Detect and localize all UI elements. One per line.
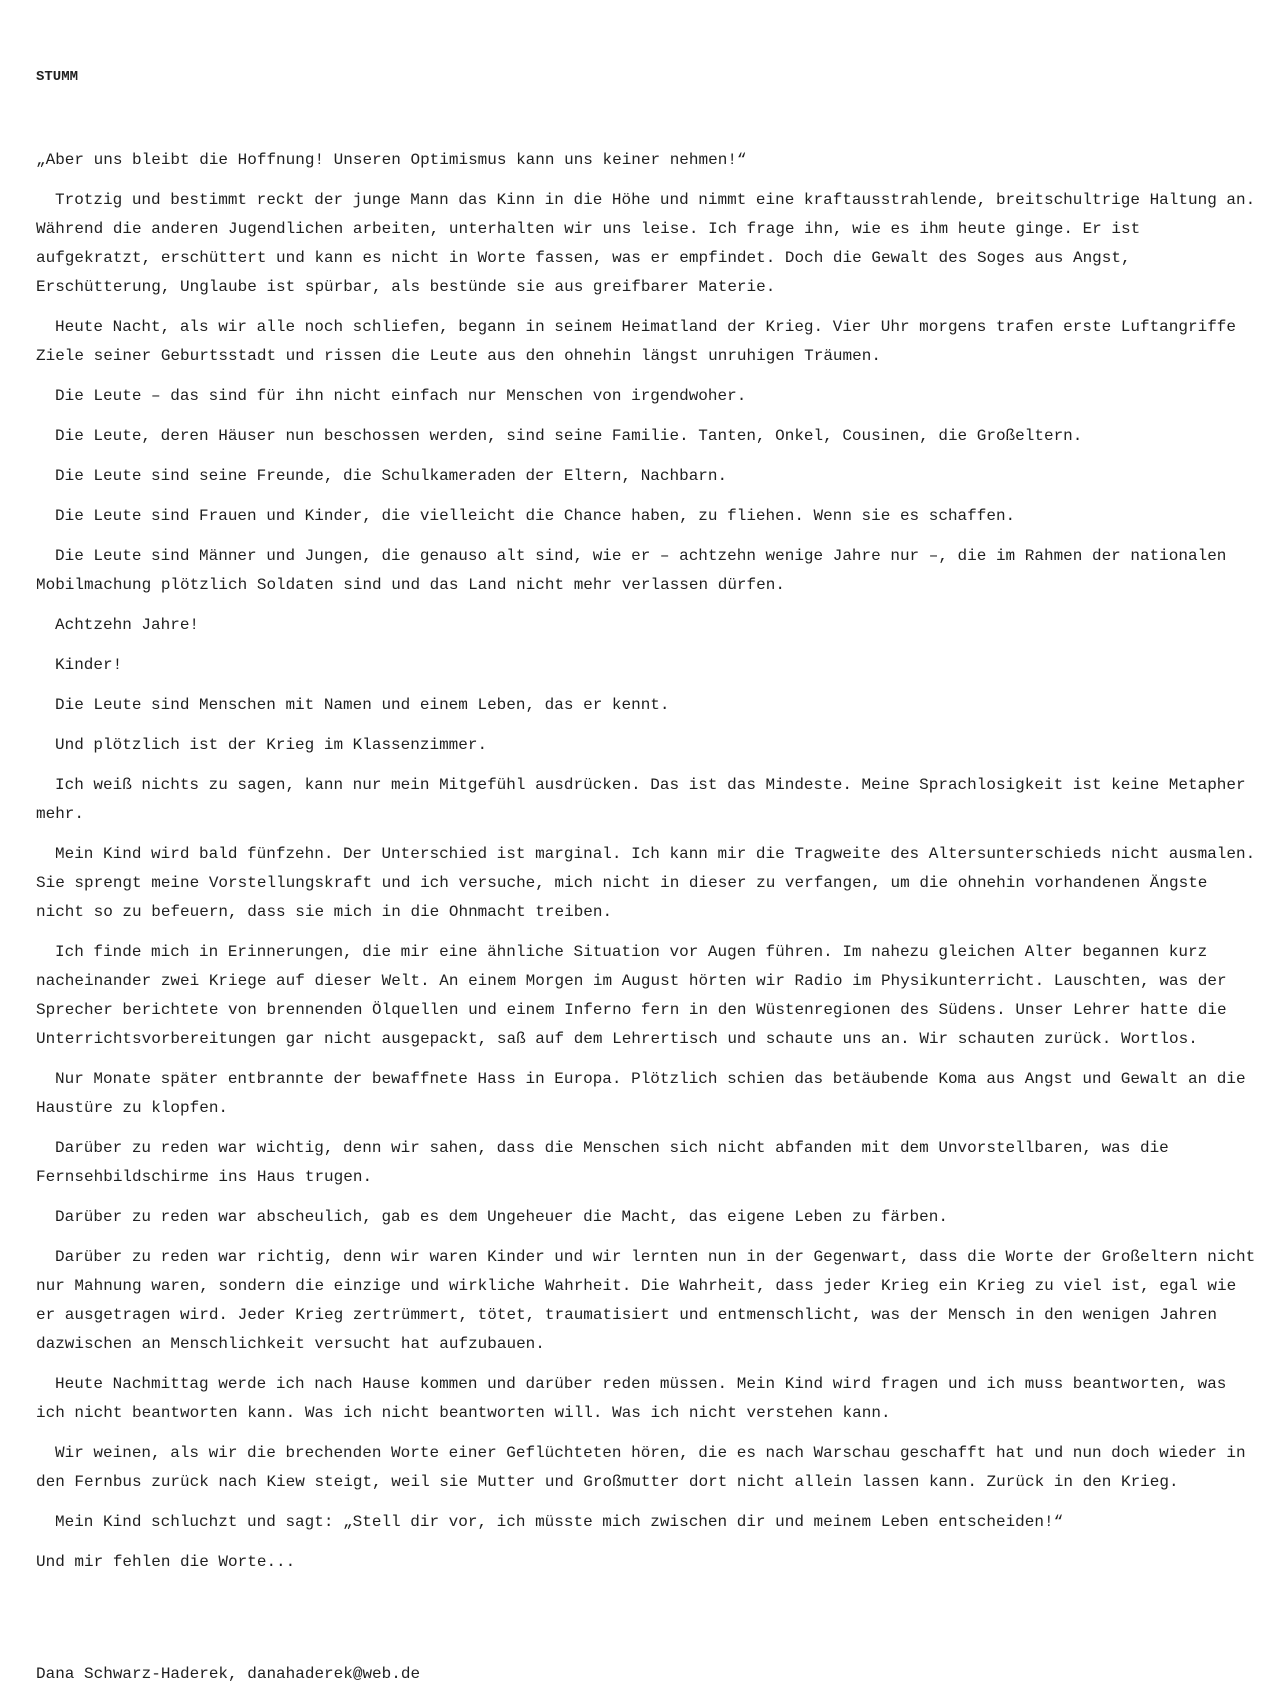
- paragraph: Trotzig und bestimmt reckt der junge Mann das Kinn in die Höhe und nimmt eine kraftausstrahlende, breitschultrige Haltung an. Während die anderen Jugendlichen arbeiten, unterhalten wir uns leise. Ich frage ihn, wie es ihm heute ginge. Er ist aufgekratzt, erschüttert und kann es nicht in Worte fassen, was er empfindet. Doch die Gewalt des Soges aus Angst, Erschütterung, Unglaube ist spürbar, als bestünde sie aus greifbarer Materie.: [36, 191, 1256, 296]
- document-title: STUMM: [36, 69, 79, 85]
- author-footer: Dana Schwarz-Haderek, danahaderek@web.de: [36, 1665, 421, 1683]
- paragraph: Darüber zu reden war abscheulich, gab es dem Ungeheuer die Macht, das eigene Leben zu färben.: [55, 1208, 948, 1226]
- paragraph: Darüber zu reden war richtig, denn wir waren Kinder und wir lernten nun in der Gegenwart, dass die Worte der Großeltern nicht nur Mahnung waren, sondern die einzige und wirkliche Wahrheit. Die Wahrheit, dass jeder Krieg ein Krieg zu viel ist, egal wie er ausgetragen wird. Jeder Krieg zertrümmert, tötet, traumatisiert und entmenschlicht, was der Mensch in den wenigen Jahren dazwischen an Menschlichkeit versucht hat aufzubauen.: [36, 1248, 1256, 1353]
- paragraph: Die Leute sind Menschen mit Namen und einem Leben, das er kennt.: [55, 696, 670, 714]
- paragraph: Darüber zu reden war wichtig, denn wir sahen, dass die Menschen sich nicht abfanden mit dem Unvorstellbaren, was die Fernsehbildschirme ins Haus trugen.: [36, 1139, 1169, 1186]
- paragraph: Nur Monate später entbrannte der bewaffnete Hass in Europa. Plötzlich schien das betäubende Koma aus Angst und Gewalt an die Haustüre zu klopfen.: [36, 1070, 1246, 1117]
- paragraph: Die Leute sind Frauen und Kinder, die vielleicht die Chance haben, zu fliehen. Wenn sie es schaffen.: [55, 507, 1016, 525]
- paragraph: Mein Kind schluchzt und sagt: „Stell dir vor, ich müsste mich zwischen dir und meinem Leben entscheiden!“: [55, 1513, 1064, 1531]
- paragraph: Ich weiß nichts zu sagen, kann nur mein Mitgefühl ausdrücken. Das ist das Mindeste. Meine Sprachlosigkeit ist keine Metapher mehr.: [36, 776, 1246, 823]
- paragraph: „Aber uns bleibt die Hoffnung! Unseren Optimismus kann uns keiner nehmen!“: [36, 151, 747, 169]
- paragraph: Achtzehn Jahre!: [55, 616, 200, 634]
- paragraph: Die Leute sind Männer und Jungen, die genauso alt sind, wie er – achtzehn wenige Jahre nur –, die im Rahmen der nationalen Mobilmachung plötzlich Soldaten sind und das Land nicht mehr verlassen dürfen.: [36, 547, 1227, 594]
- paragraph: Kinder!: [55, 656, 123, 674]
- paragraph: Und plötzlich ist der Krieg im Klassenzimmer.: [55, 736, 488, 754]
- paragraph: Wir weinen, als wir die brechenden Worte einer Geflüchteten hören, die es nach Warschau geschafft hat und nun doch wieder in den Fernbus zurück nach Kiew steigt, weil sie Mutter und Großmutter dort nicht allein lassen kann. Zurück in den Krieg.: [36, 1444, 1246, 1491]
- paragraph: Und mir fehlen die Worte...: [36, 1553, 296, 1571]
- paragraph: Heute Nachmittag werde ich nach Hause kommen und darüber reden müssen. Mein Kind wird fragen und ich muss beantworten, was ich nicht beantworten kann. Was ich nicht beantworten will. Was ich nicht verstehen kann.: [36, 1375, 1227, 1422]
- paragraph: Ich finde mich in Erinnerungen, die mir eine ähnliche Situation vor Augen führen. Im nahezu gleichen Alter begannen kurz nacheinander zwei Kriege auf dieser Welt. An einem Morgen im August hörten wir Radio im Physikunterricht. Lauschten, was der Sprecher berichtete von brennenden Ölquellen und einem Inferno fern in den Wüstenregionen des Südens. Unser Lehrer hatte die Unterrichtsvorbereitungen gar nicht ausgepackt, saß auf dem Lehrertisch und schaute uns an. Wir schauten zurück. Wortlos.: [36, 943, 1227, 1048]
- paragraph: Mein Kind wird bald fünfzehn. Der Unterschied ist marginal. Ich kann mir die Tragweite des Altersunterschieds nicht ausmalen. Sie sprengt meine Vorstellungskraft und ich versuche, mich nicht in dieser zu verfangen, um die ohnehin vorhandenen Ängste nicht so zu befeuern, dass sie mich in die Ohnmacht treiben.: [36, 845, 1256, 921]
- document-body: [36, 146, 1260, 1588]
- paragraph: Die Leute sind seine Freunde, die Schulkameraden der Eltern, Nachbarn.: [55, 467, 728, 485]
- paragraph: Die Leute – das sind für ihn nicht einfach nur Menschen von irgendwoher.: [55, 387, 747, 405]
- paragraph: Die Leute, deren Häuser nun beschossen werden, sind seine Familie. Tanten, Onkel, Cousinen, die Großeltern.: [55, 427, 1083, 445]
- paragraph: Heute Nacht, als wir alle noch schliefen, begann in seinem Heimatland der Krieg. Vier Uhr morgens trafen erste Luftangriffe Ziele seiner Geburtsstadt und rissen die Leute aus den ohnehin längst unruhigen Träumen.: [36, 318, 1236, 365]
